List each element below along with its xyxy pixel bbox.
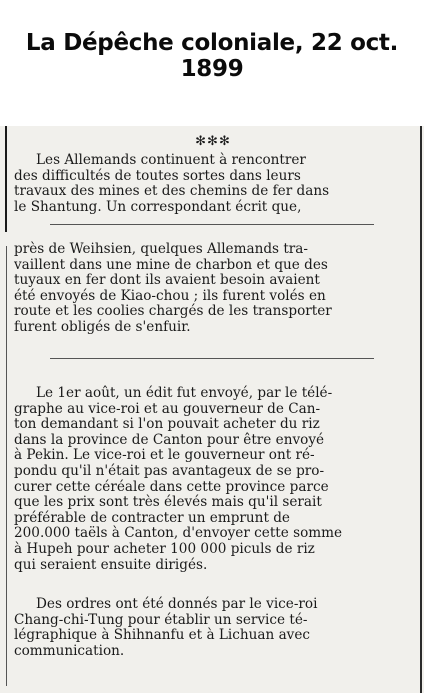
newspaper-clipping bbox=[0, 126, 424, 693]
paragraph-divider bbox=[50, 358, 374, 359]
text-line: dans la province de Canton pour être envoyé bbox=[14, 431, 325, 448]
text-line: pondu qu'il n'était pas avantageux de se pro- bbox=[14, 462, 325, 479]
article-paragraph-4 bbox=[14, 597, 406, 659]
asterism-ornament: ✻✻✻ bbox=[195, 134, 231, 149]
text-line: route et les coolies chargés de les transporter bbox=[14, 303, 332, 320]
text-line: à Pekin. Le vice-roi et le gouverneur ont ré- bbox=[14, 447, 315, 464]
text-line: furent obligés de s'enfuir. bbox=[14, 318, 191, 335]
text-line: été envoyés de Kiao-chou ; ils furent volés en bbox=[14, 287, 326, 304]
text-line: communication. bbox=[14, 642, 125, 659]
text-line: à Hupeh pour acheter 100 000 piculs de riz bbox=[14, 540, 315, 557]
text-line: travaux des mines et des chemins de fer dans bbox=[14, 183, 330, 200]
text-line: ton demandant si l'on pouvait acheter du riz bbox=[14, 416, 320, 433]
page-title: La Dépêche coloniale, 22 oct. 1899 bbox=[25, 30, 399, 82]
text-line: légraphique à Shihnanfu et à Lichuan avec bbox=[14, 627, 311, 644]
text-line: Chang-chi-Tung pour établir un service té- bbox=[14, 611, 308, 628]
text-line: des difficultés de toutes sortes dans leurs bbox=[14, 167, 301, 184]
text-line: 200.000 taëls à Canton, d'envoyer cette somme bbox=[14, 525, 343, 542]
column-rule-right bbox=[420, 126, 422, 693]
text-line: curer cette céréale dans cette province parce bbox=[14, 478, 329, 495]
text-line: que les prix sont très élevés mais qu'il serait bbox=[14, 494, 322, 511]
text-line: Le 1er août, un édit fut envoyé, par le télé- bbox=[36, 385, 333, 401]
article-paragraph-3 bbox=[14, 386, 406, 573]
text-line: le Shantung. Un correspondant écrit que, bbox=[14, 198, 302, 215]
column-rule-left bbox=[5, 126, 7, 232]
text-line: graphe au vice-roi et au gouverneur de Can- bbox=[14, 400, 321, 417]
text-line: Des ordres ont été donnés par le vice-roi bbox=[36, 596, 318, 612]
paragraph-divider bbox=[50, 224, 374, 225]
text-line: tuyaux en fer dont ils avaient besoin avaient bbox=[14, 272, 320, 289]
text-line: vaillent dans une mine de charbon et que des bbox=[14, 256, 328, 273]
column-rule-left-lower bbox=[6, 246, 7, 686]
article-paragraph-1 bbox=[14, 153, 406, 215]
text-line: préférable de contracter un emprunt de bbox=[14, 509, 290, 526]
text-line: près de Weihsien, quelques Allemands tra- bbox=[14, 241, 308, 257]
article-paragraph-2 bbox=[14, 242, 406, 336]
text-line: qui seraient ensuite dirigés. bbox=[14, 556, 208, 573]
text-line: Les Allemands continuent à rencontrer bbox=[36, 152, 306, 168]
